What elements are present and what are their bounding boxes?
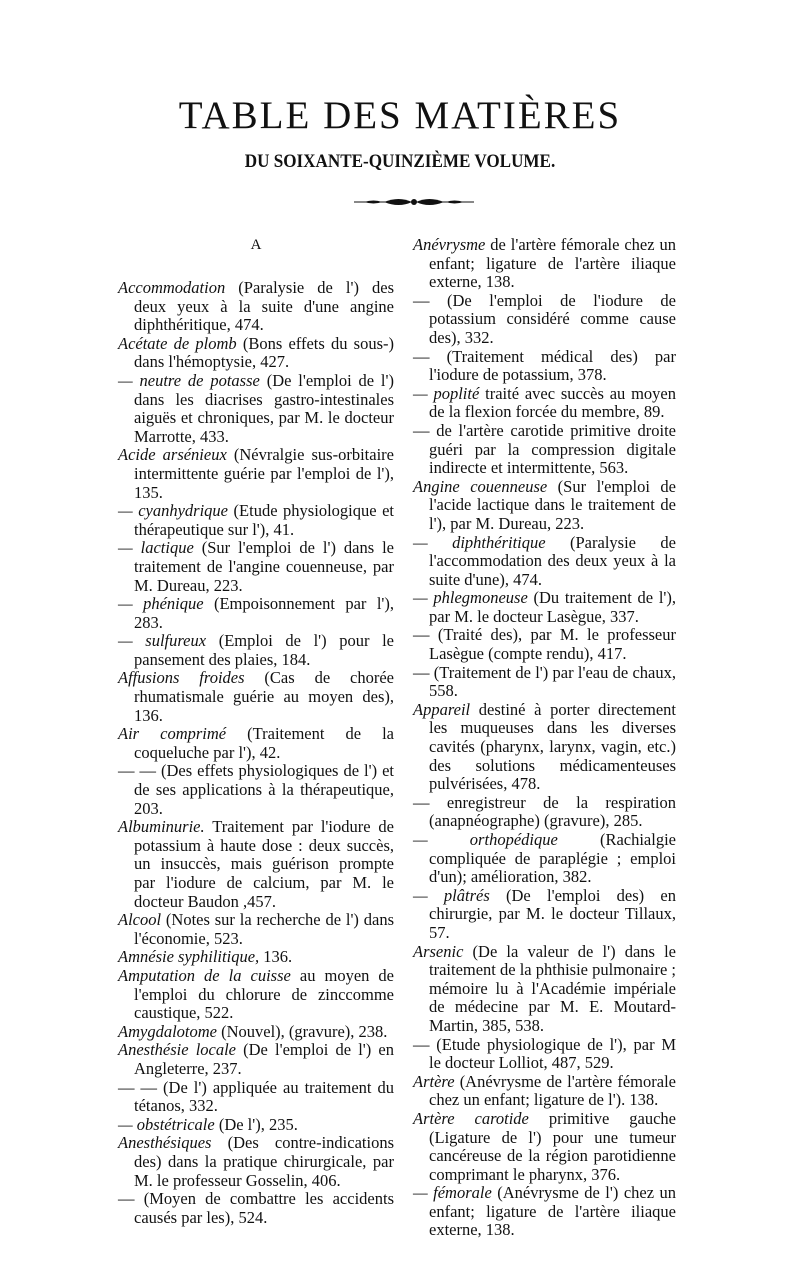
- index-entry: [118, 1116, 394, 1135]
- entry-text: (De l'emploi de l') en Angleterre, 237.: [134, 1040, 394, 1078]
- index-entry: [118, 1190, 394, 1227]
- index-entry: [118, 911, 394, 948]
- entry-text: (De l'), 235.: [214, 1114, 298, 1134]
- entry-term: Albuminurie.: [118, 817, 205, 837]
- entry-term: — plâtrés: [413, 885, 490, 905]
- entry-term: — neutre de potasse: [118, 370, 260, 390]
- entry-text: (Du traitement de l'), par M. le docteur Lasègue, 337.: [429, 588, 676, 626]
- entry-text: au moyen de l'emploi du chlorure de zinccomme caustique, 522.: [134, 965, 395, 1023]
- entry-term: Anévrysme: [413, 235, 486, 254]
- entry-text: — (Traitement de l') par l'eau de chaux, 558.: [413, 662, 676, 701]
- index-entry: [118, 725, 394, 762]
- entry-text: de l'artère fémorale chez un enfant; ligature de l'artère iliaque externe, 138.: [429, 235, 676, 292]
- index-entry: [118, 818, 394, 911]
- index-entry: [118, 1023, 394, 1042]
- entry-term: — orthopédique: [413, 830, 558, 849]
- left-column: [118, 236, 394, 1227]
- ornamental-rule-icon: [354, 192, 474, 212]
- index-entry: [413, 626, 676, 663]
- index-entry: [118, 669, 394, 725]
- entry-text: (De l'emploi des) en chirurgie, par M. le docteur Tillaux, 57.: [429, 885, 676, 942]
- index-entry: [413, 701, 676, 794]
- entry-term: Anesthésiques: [118, 1133, 212, 1153]
- entry-term: — diphthéritique: [413, 532, 546, 552]
- entry-text: (Paralysie de l') des deux yeux à la suite d'une angine diphthéritique, 474.: [134, 278, 394, 335]
- entry-text: (Des contre-indications des) dans la pratique chirurgicale, par M. le professeur Gosselin, 406.: [134, 1133, 394, 1190]
- entry-text: — (Traité des), par M. le professeur Lasègue (compte rendu), 417.: [413, 625, 676, 664]
- entry-text: (Rachialgie compliquée de paraplégie ; emploi d'un); amélioration, 382.: [429, 830, 676, 887]
- entry-text: (Bons effets du sous-) dans l'hémoptysie, 427.: [134, 333, 394, 372]
- entry-term: Amygdalotome: [118, 1021, 217, 1041]
- entry-term: — obstétricale: [118, 1114, 215, 1134]
- index-entry: [118, 446, 394, 502]
- index-entry: [118, 1041, 394, 1078]
- page-title: TABLE DES MATIÈRES: [178, 94, 622, 137]
- entry-text: (Etude physiologique et thérapeutique sur l'), 41.: [134, 501, 394, 539]
- entry-term: — sulfureux: [118, 631, 207, 651]
- entry-text: (Paralysie de l'accommodation des deux yeux à la suite d'une), 474.: [429, 532, 676, 589]
- entry-text: (Nouvel), (gravure), 238.: [216, 1021, 388, 1041]
- index-entry: [118, 632, 394, 669]
- index-entry: [413, 1110, 676, 1184]
- entry-term: Amputation de la cuisse: [118, 965, 291, 985]
- index-entry: [413, 1036, 676, 1073]
- entry-text: destiné à porter directement les muqueuses dans les diverses cavités (pharynx, larynx, vagin, etc.) des solutions médicamenteuses pulvérisées, 478.: [429, 699, 676, 794]
- entry-term: Affusions froides: [118, 668, 245, 688]
- index-entry: [413, 385, 676, 422]
- entry-term: — poplité: [413, 383, 480, 403]
- entry-term: Accommodation: [118, 278, 226, 297]
- index-entry: [413, 664, 676, 701]
- entry-text: (Empoisonnement par l'), 283.: [134, 594, 394, 632]
- entry-term: Artère carotide: [413, 1108, 529, 1128]
- entry-text: (Notes sur la recherche de l') dans l'économie, 523.: [134, 910, 394, 948]
- index-entry: [413, 292, 676, 348]
- entry-term: Amnésie syphilitique,: [118, 947, 260, 967]
- entry-text: traité avec succès au moyen de la flexion forcée du membre, 89.: [429, 383, 676, 422]
- entry-text: (Cas de chorée rhumatismale guérie au moyen des), 136.: [134, 668, 394, 725]
- index-entry: [118, 372, 394, 446]
- entry-text: — (Traitement médical des) par l'iodure de potassium, 378.: [413, 346, 676, 385]
- entry-text: Traitement par l'iodure de potassium à haute dose : deux succès, un insuccès, mais guérison prompte par l'iodure de calcium, par M. le docteur Baudon ,457.: [134, 817, 394, 911]
- index-entry: [118, 595, 394, 632]
- index-entry: [413, 794, 676, 831]
- section-letter: A: [250, 237, 262, 253]
- entry-term: Alcool: [118, 910, 162, 930]
- entry-term: Anesthésie locale: [118, 1040, 237, 1060]
- entry-text: — (Moyen de combattre les accidents causés par les), 524.: [118, 1189, 394, 1227]
- entry-term: — phénique: [118, 594, 204, 614]
- entry-term: — cyanhydrique: [118, 501, 229, 521]
- entry-text: (De l'emploi de l') dans les diacrises gastro-intestinales aiguës et chroniques, par M. le docteur Marrotte, 433.: [134, 370, 394, 446]
- page-subtitle: DU SOIXANTE-QUINZIÈME VOLUME.: [244, 151, 556, 172]
- entry-term: — fémorale: [413, 1183, 492, 1203]
- index-entry: [118, 762, 394, 818]
- entry-text: 136.: [259, 947, 293, 967]
- index-entry: [118, 1134, 394, 1190]
- index-entry: [118, 967, 394, 1023]
- index-entry: [118, 279, 394, 335]
- index-entry: [413, 943, 676, 1036]
- entry-text: — — (De l') appliquée au traitement du tétanos, 332.: [118, 1077, 394, 1116]
- entry-text: — — (Des effets physiologiques de l') et de ses applications à la thérapeutique, 203.: [118, 761, 394, 818]
- index-entry: [413, 1073, 676, 1110]
- entry-text: (Traitement de la coqueluche par l'), 42.: [134, 724, 394, 762]
- entry-text: — enregistreur de la respiration (anapnéographe) (gravure), 285.: [413, 792, 676, 831]
- entry-term: Appareil: [413, 699, 471, 719]
- entry-text: (Emploi de l') pour le pansement des plaies, 184.: [134, 631, 395, 669]
- index-entry: [413, 887, 676, 943]
- entry-term: Arsenic: [413, 941, 464, 961]
- entry-text: — (De l'emploi de l'iodure de potassium considéré comme cause des), 332.: [413, 290, 676, 347]
- index-entry: [413, 1184, 676, 1240]
- index-entry: [413, 534, 676, 590]
- index-entry: [118, 502, 394, 539]
- index-entry: [413, 236, 676, 292]
- entry-term: Acétate de plomb: [118, 333, 237, 353]
- entry-text: — de l'artère carotide primitive droite guéri par la compression digitale indirecte et intermittente, 563.: [413, 420, 676, 478]
- entry-term: Air comprimé: [118, 724, 227, 744]
- entry-text: — (Etude physiologique de l'), par M le docteur Lolliot, 487, 529.: [413, 1034, 676, 1073]
- entry-text: (Sur l'emploi de l'acide lactique dans le traitement de l'), par M. Dureau, 223.: [429, 476, 677, 533]
- index-entry: [413, 831, 676, 887]
- index-entry: [413, 589, 676, 626]
- entry-text: (Névralgie sus-orbitaire intermittente guérie par l'emploi de l'), 135.: [134, 445, 394, 502]
- index-entry: [118, 335, 394, 372]
- entry-text: (Anévrysme de l'artère fémorale chez un enfant; ligature de l'). 138.: [429, 1071, 676, 1110]
- entry-text: (Anévrysme de l') chez un enfant; ligature de l'artère iliaque externe, 138.: [429, 1183, 677, 1240]
- entry-term: — lactique: [118, 538, 194, 558]
- index-entry: [413, 478, 676, 534]
- entry-text: (Sur l'emploi de l') dans le traitement de l'angine couenneuse, par M. Dureau, 223.: [134, 538, 394, 595]
- entry-term: Acide arsénieux: [118, 445, 227, 465]
- index-entry: [413, 422, 676, 478]
- index-entry: [118, 948, 394, 967]
- index-entry: [118, 539, 394, 595]
- entry-text: primitive gauche (Ligature de l') pour une tumeur cancéreuse de la région parotidienne comprimant le pharynx, 376.: [429, 1108, 676, 1184]
- entry-term: — phlegmoneuse: [413, 588, 528, 608]
- right-column: [413, 236, 676, 1240]
- entry-term: Artère: [413, 1071, 455, 1091]
- index-entry: [118, 1079, 394, 1116]
- entry-term: Angine couenneuse: [413, 476, 548, 496]
- index-entry: [413, 348, 676, 385]
- entry-text: (De la valeur de l') dans le traitement de la phthisie pulmonaire ; mémoire lu à l'Académie impériale de médecine par M. E. Moutard-Martin, 385, 538.: [429, 941, 676, 1035]
